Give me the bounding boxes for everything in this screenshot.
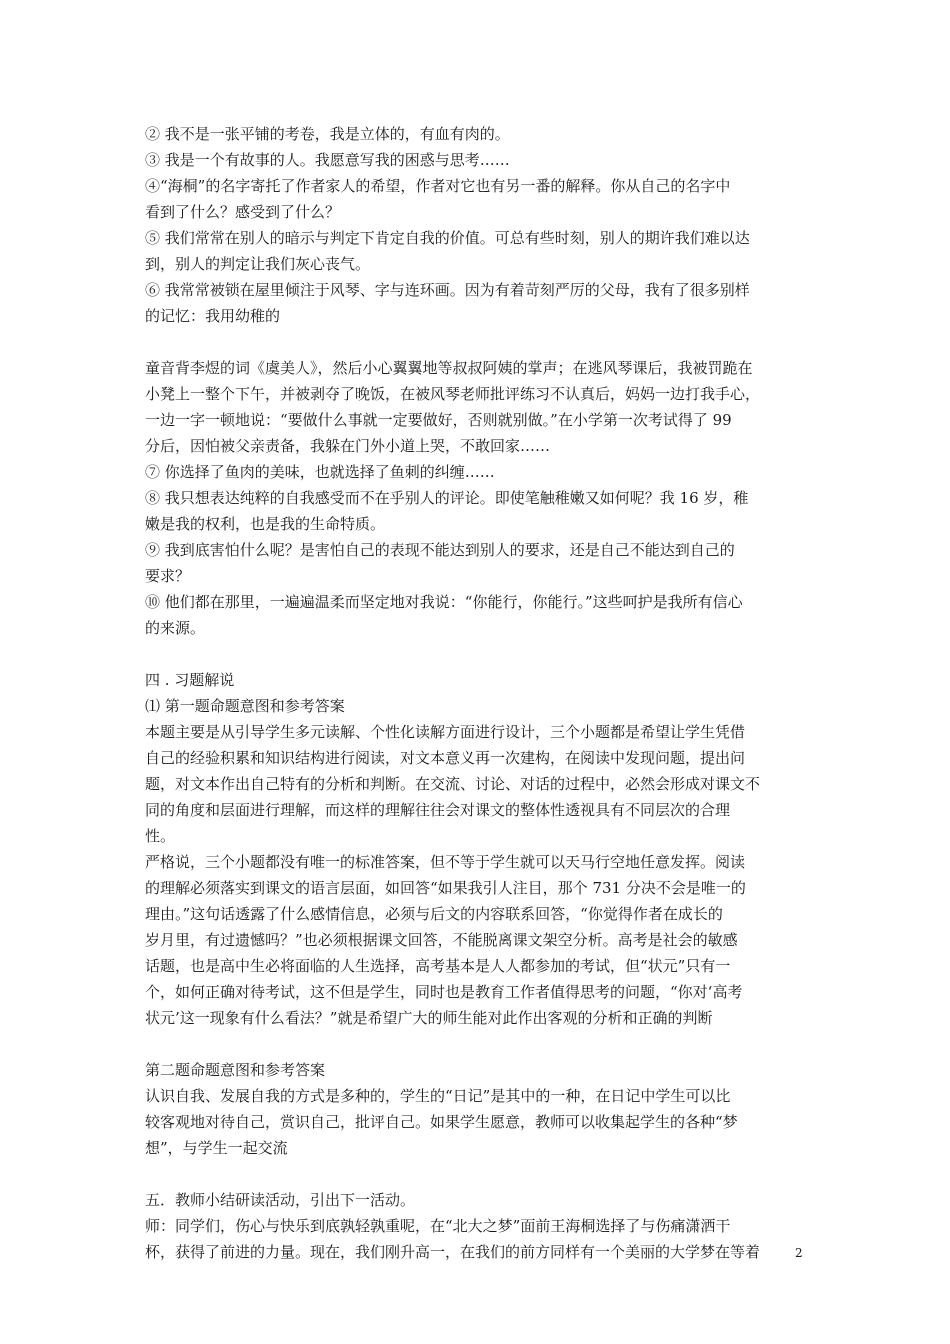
text-line: 小凳上一整个下午，并被剥夺了晚饭，在被风琴老师批评练习不认真后，妈妈一边打我手心，	[145, 385, 761, 403]
text-line: 题，对文本作出自己特有的分析和判断。在交流、讨论、对话的过程中，必然会形成对课文不	[145, 775, 761, 793]
text-line: 认识自我、发展自我的方式是多种的，学生的“日记”是其中的一种，在日记中学生可以比	[145, 1087, 731, 1105]
text-line: 状元’这一现象有什么看法？”就是希望广大的师生能对此作出客观的分析和正确的判断	[145, 1009, 713, 1027]
section-teacher-summary	[145, 1187, 807, 1265]
paragraph-block-statements-continued	[145, 355, 807, 641]
text-line: ⑦ 你选择了鱼肉的美味，也就选择了鱼刺的纠缠……	[145, 463, 495, 481]
text-line: ③ 我是一个有故事的人。我愿意写我的困惑与思考……	[145, 151, 510, 169]
text-line: 到，别人的判定让我们灰心丧气。	[145, 255, 371, 273]
text-line: ⑤ 我们常常在别人的暗示与判定下肯定自我的价值。可总有些时刻，别人的期许我们难以达	[145, 229, 750, 247]
text-line: 本题主要是从引导学生多元读解、个性化读解方面进行设计，三个小题都是希望让学生凭借	[145, 723, 746, 741]
text-line: ② 我不是一张平铺的考卷，我是立体的，有血有肉的。	[145, 125, 510, 143]
section-second-question	[145, 1057, 807, 1161]
text-line: ⑨ 我到底害怕什么呢？是害怕自己的表现不能达到别人的要求，还是自己不能达到自己的	[145, 541, 735, 559]
text-line: 较客观地对待自己，赏识自己，批评自己。如果学生愿意，教师可以收集起学生的各种“梦	[145, 1113, 738, 1131]
text-line: 理由。”这句话透露了什么感情信息，必须与后文的内容联系回答，“你觉得作者在成长的	[145, 905, 723, 923]
text-line: 五．教师小结研读活动，引出下一活动。	[145, 1191, 416, 1209]
text-line: 看到了什么？感受到了什么？	[145, 203, 341, 221]
text-line: 个，如何正确对待考试，这不但是学生，同时也是教育工作者值得思考的问题，“你对‘高考	[145, 983, 743, 1001]
text-line: ⑥ 我常常被锁在屋里倾注于风琴、字与连环画。因为有着苛刻严厉的父母，我有了很多别样	[145, 281, 750, 299]
document-body	[145, 121, 807, 1265]
text-line: 岁月里，有过遗憾吗？”也必须根据课文回答，不能脱离课文架空分析。高考是社会的敏感	[145, 931, 738, 949]
text-line: 严格说，三个小题都没有唯一的标准答案，但不等于学生就可以天马行空地任意发挥。阅读	[145, 853, 746, 871]
text-line: 第二题命题意图和参考答案	[145, 1061, 326, 1079]
text-line: ⑧ 我只想表达纯粹的自我感受而不在乎别人的评论。即使笔触稚嫩又如何呢？我 16 岁，稚	[145, 489, 749, 507]
section-exercise-explanation	[145, 667, 807, 1031]
text-line: 自己的经验积累和知识结构进行阅读，对文本意义再一次建构，在阅读中发现问题，提出问	[145, 749, 746, 767]
text-line: 杯，获得了前进的力量。现在，我们刚升高一，在我们的前方同样有一个美丽的大学梦在等着	[145, 1243, 761, 1261]
text-line: 一边一字一顿地说：“要做什么事就一定要做好，否则就别做。”在小学第一次考试得了 99	[145, 411, 732, 429]
text-line: 四 . 习题解说	[145, 671, 235, 689]
text-line: 要求？	[145, 567, 191, 585]
text-line: 童音背李煜的词《虞美人》，然后小心翼翼地等叔叔阿姨的掌声；在逃风琴课后，我被罚跪在	[145, 359, 753, 377]
text-line: ⑩ 他们都在那里，一遍遍温柔而坚定地对我说：“你能行，你能行。”这些呵护是我所有信心	[145, 593, 743, 611]
text-line: 的来源。	[145, 619, 206, 637]
paragraph-gap	[145, 641, 807, 667]
text-line: 同的角度和层面进行理解，而这样的理解往往会对课文的整体性透视具有不同层次的合理	[145, 801, 731, 819]
paragraph-block-statements	[145, 121, 807, 329]
text-line: 的记忆：我用幼稚的	[145, 307, 281, 325]
text-line: 嫩是我的权利，也是我的生命特质。	[145, 515, 386, 533]
text-line: 性。	[145, 827, 176, 845]
paragraph-gap	[145, 1031, 807, 1057]
paragraph-gap	[145, 329, 807, 355]
text-line: ④“海桐”的名字寄托了作者家人的希望，作者对它也有另一番的解释。你从自己的名字中	[145, 177, 731, 195]
text-line: 的理解必须落实到课文的语言层面，如回答“如果我引人注目，那个 731 分决不会是唯一的	[145, 879, 746, 897]
text-line: ⑴ 第一题命题意图和参考答案	[145, 697, 345, 715]
text-line: 分后，因怕被父亲责备，我躲在门外小道上哭，不敢回家……	[145, 437, 551, 455]
text-line: 师：同学们，伤心与快乐到底孰轻孰重呢，在“北大之梦”面前王海桐选择了与伤痛潇洒干	[145, 1217, 731, 1235]
paragraph-gap	[145, 1161, 807, 1187]
page-number: 2	[795, 1246, 803, 1260]
text-line: 想”，与学生一起交流	[145, 1139, 288, 1157]
text-line: 话题，也是高中生必将面临的人生选择，高考基本是人人都参加的考试，但“状元”只有一	[145, 957, 731, 975]
